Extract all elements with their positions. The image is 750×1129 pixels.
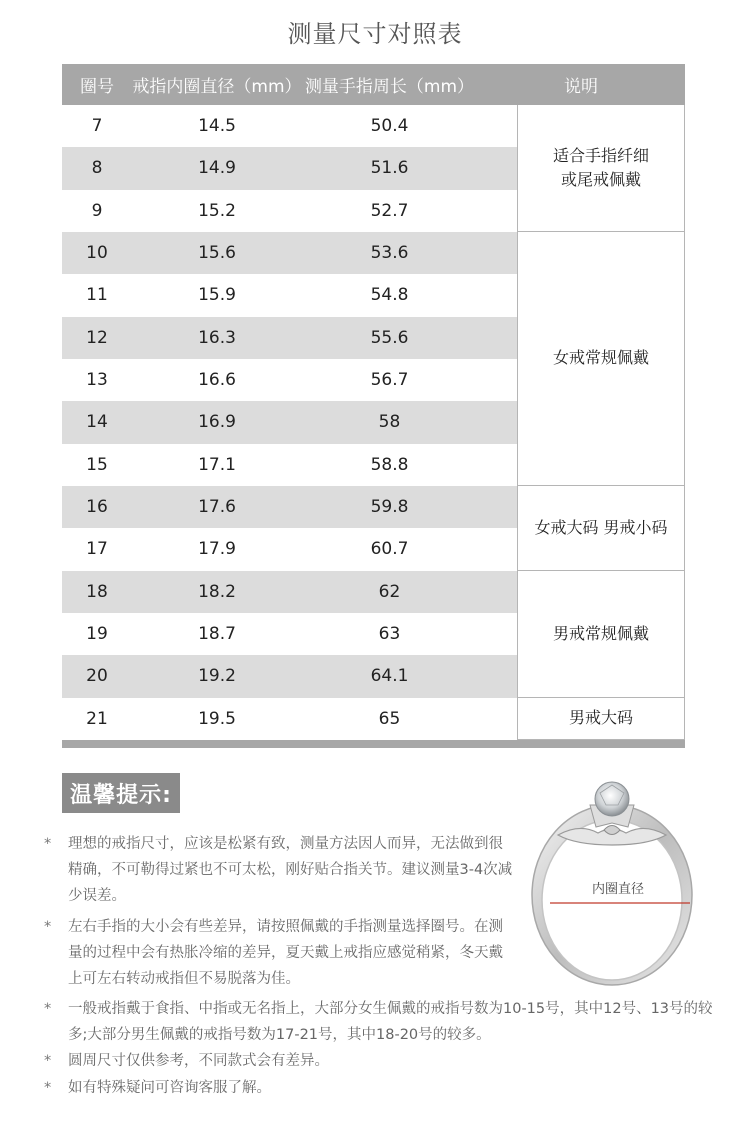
star-bullet: * bbox=[44, 1080, 52, 1096]
size-cell: 14 bbox=[86, 412, 108, 433]
size-cell: 13 bbox=[86, 370, 108, 391]
diameter-cell: 15.6 bbox=[198, 243, 236, 264]
description-cell bbox=[517, 232, 685, 486]
tip-item bbox=[44, 1048, 724, 1074]
circumference-cell: 52.7 bbox=[370, 200, 409, 221]
table-row bbox=[62, 190, 517, 232]
description-cell bbox=[517, 698, 685, 740]
tip-text: 圆周尺寸仅供参考，不同款式会有差异。 bbox=[68, 1053, 329, 1069]
circumference-cell: 59.8 bbox=[370, 497, 409, 518]
diameter-cell: 16.9 bbox=[198, 412, 236, 433]
size-cell: 11 bbox=[86, 285, 108, 306]
header-description: 说明 bbox=[564, 77, 598, 97]
star-bullet: * bbox=[44, 836, 52, 852]
table-row bbox=[62, 232, 517, 274]
page-title: 测量尺寸对照表 bbox=[287, 20, 463, 48]
diameter-cell: 15.2 bbox=[198, 200, 236, 221]
size-cell: 8 bbox=[91, 158, 103, 179]
tip-item bbox=[44, 996, 724, 1048]
table-row bbox=[62, 274, 517, 316]
star-bullet: * bbox=[44, 1001, 52, 1017]
circumference-cell: 60.7 bbox=[370, 539, 409, 560]
size-cell: 15 bbox=[86, 454, 108, 475]
size-table bbox=[62, 64, 685, 748]
circumference-cell: 50.4 bbox=[370, 116, 409, 137]
ring-setting bbox=[558, 782, 666, 845]
circumference-cell: 65 bbox=[378, 708, 401, 729]
table-row bbox=[62, 105, 517, 147]
diameter-cell: 14.9 bbox=[198, 158, 236, 179]
table-row bbox=[62, 359, 517, 401]
table-rows bbox=[62, 105, 517, 740]
description-cell bbox=[517, 571, 685, 698]
ring-illustration bbox=[520, 775, 720, 990]
star-bullet: * bbox=[44, 1053, 52, 1069]
tip-item bbox=[44, 1075, 724, 1101]
size-cell: 9 bbox=[91, 200, 103, 221]
circumference-cell: 55.6 bbox=[370, 327, 409, 348]
table-row bbox=[62, 528, 517, 570]
diameter-cell: 19.5 bbox=[198, 708, 236, 729]
circumference-cell: 63 bbox=[378, 624, 401, 645]
diameter-cell: 18.7 bbox=[198, 624, 236, 645]
tip-text: 左右手指的大小会有些差异，请按照佩戴的手指测量选择圈号。在测量的过程中会有热胀冷缩的差异，夏天戴上戒指应感觉稍紧，冬天戴上可左右转动戒指但不易脱落为佳。 bbox=[68, 919, 503, 987]
description-cell bbox=[517, 105, 685, 232]
diameter-cell: 14.5 bbox=[198, 116, 236, 137]
diameter-cell: 19.2 bbox=[198, 666, 236, 687]
circumference-cell: 58.8 bbox=[370, 454, 409, 475]
description-cell bbox=[517, 486, 685, 571]
table-row bbox=[62, 571, 517, 613]
size-cell: 20 bbox=[86, 666, 108, 687]
description-text: 女戒大码 男戒小码 bbox=[534, 517, 668, 537]
table-row bbox=[62, 401, 517, 443]
description-text: 男戒大码 bbox=[568, 708, 633, 728]
circumference-cell: 54.8 bbox=[370, 285, 409, 306]
tip-text: 如有特殊疑问可咨询客服了解。 bbox=[68, 1080, 271, 1096]
circumference-cell: 62 bbox=[378, 581, 401, 602]
size-cell: 21 bbox=[86, 708, 108, 729]
diameter-cell: 18.2 bbox=[198, 581, 236, 602]
table-body bbox=[62, 105, 685, 740]
tips-heading: 温馨提示: bbox=[62, 773, 180, 813]
size-cell: 16 bbox=[86, 497, 108, 518]
size-cell: 19 bbox=[86, 624, 108, 645]
diameter-cell: 15.9 bbox=[198, 285, 236, 306]
diameter-cell: 16.3 bbox=[198, 327, 236, 348]
table-row bbox=[62, 147, 517, 189]
size-cell: 12 bbox=[86, 327, 108, 348]
description-text: 适合手指纤细或尾戒佩戴 bbox=[552, 145, 649, 189]
circumference-cell: 53.6 bbox=[370, 243, 409, 264]
size-cell: 18 bbox=[86, 581, 108, 602]
header-circumference: 测量手指周长（mm） bbox=[304, 77, 475, 97]
circumference-cell: 56.7 bbox=[370, 370, 409, 391]
circumference-cell: 58 bbox=[378, 412, 401, 433]
description-text: 女戒常规佩戴 bbox=[552, 348, 649, 368]
table-row bbox=[62, 613, 517, 655]
table-row bbox=[62, 444, 517, 486]
table-footer-bar bbox=[62, 740, 685, 748]
inner-diameter-label: 内圈直径 bbox=[591, 882, 645, 897]
description-text: 男戒常规佩戴 bbox=[552, 623, 649, 643]
size-cell: 7 bbox=[91, 116, 103, 137]
diameter-cell: 16.6 bbox=[198, 370, 236, 391]
diameter-cell: 17.1 bbox=[198, 454, 236, 475]
table-row bbox=[62, 698, 517, 740]
header-inner-diameter: 戒指内圈直径（mm） bbox=[132, 77, 302, 97]
tip-text: 理想的戒指尺寸，应该是松紧有致，测量方法因人而异，无法做到很精确，不可勒得过紧也不可太松，刚好贴合指关节。建议测量3-4次减少误差。 bbox=[68, 836, 513, 904]
diameter-cell: 17.6 bbox=[198, 497, 236, 518]
circumference-cell: 64.1 bbox=[370, 666, 409, 687]
star-bullet: * bbox=[44, 919, 52, 935]
table-row bbox=[62, 655, 517, 697]
tip-item bbox=[44, 831, 516, 909]
table-header bbox=[62, 64, 685, 105]
size-cell: 10 bbox=[86, 243, 108, 264]
description-column bbox=[517, 105, 685, 740]
tip-text: 一般戒指戴于食指、中指或无名指上，大部分女生佩戴的戒指号数为10-15号，其中12号、13号的较多;大部分男生佩戴的戒指号数为17-21号，其中18-20号的较多。 bbox=[68, 1001, 713, 1043]
circumference-cell: 51.6 bbox=[370, 158, 409, 179]
size-cell: 17 bbox=[86, 539, 108, 560]
tip-item bbox=[44, 914, 516, 992]
table-row bbox=[62, 486, 517, 528]
diameter-cell: 17.9 bbox=[198, 539, 236, 560]
table-row bbox=[62, 317, 517, 359]
header-size: 圈号 bbox=[80, 77, 114, 97]
